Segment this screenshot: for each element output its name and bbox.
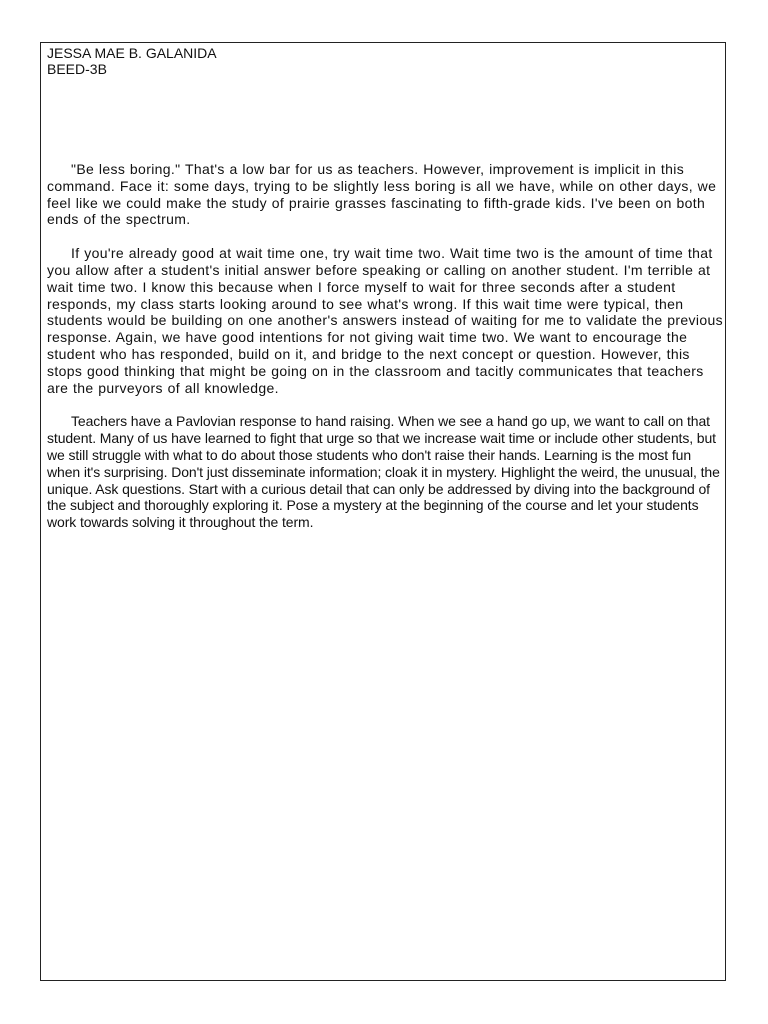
paragraph-1: "Be less boring." That's a low bar for us as teachers. However, improvement is implicit in this command. Face it: some days, trying to be slightly less boring is all we have, while on other days, we feel like we could make the study of prairie grasses fascinating to fifth-grade kids. I've been on both ends of the spectrum. [47, 161, 717, 228]
course-section: BEED-3B [47, 61, 107, 77]
document-page [40, 42, 726, 981]
author-name: JESSA MAE B. GALANIDA [47, 45, 217, 61]
paragraph-3: Teachers have a Pavlovian response to hand raising. When we see a hand go up, we want to call on that student. Many of us have learned to fight that urge so that we increase wait time or include other students, but we still struggle with what to do about those students who don't raise their hands. Learning is the most fun when it's surprising. Don't just disseminate information; cloak it in mystery. Highlight the weird, the unusual, the unique. Ask questions. Start with a curious detail that can only be addressed by diving into the background of the subject and thoroughly exploring it. Pose a mystery at the beginning of the course and let your students work towards solving it throughout the term. [47, 413, 720, 531]
paragraph-2: If you're already good at wait time one, try wait time two. Wait time two is the amount of time that you allow after a student's initial answer before speaking or calling on another student. I'm terrible at wait time two. I know this because when I force myself to wait for three seconds after a student responds, my class starts looking around to see what's wrong. If this wait time were typical, then students would be building on one another's answers instead of waiting for me to validate the previous response. Again, we have good intentions for not giving wait time two. We want to encourage the student who has responded, build on it, and bridge to the next concept or question. However, this stops good thinking that might be going on in the classroom and tacitly communicates that teachers are the purveyors of all knowledge. [47, 245, 723, 396]
header-block [47, 45, 217, 77]
essay-body [47, 161, 727, 548]
